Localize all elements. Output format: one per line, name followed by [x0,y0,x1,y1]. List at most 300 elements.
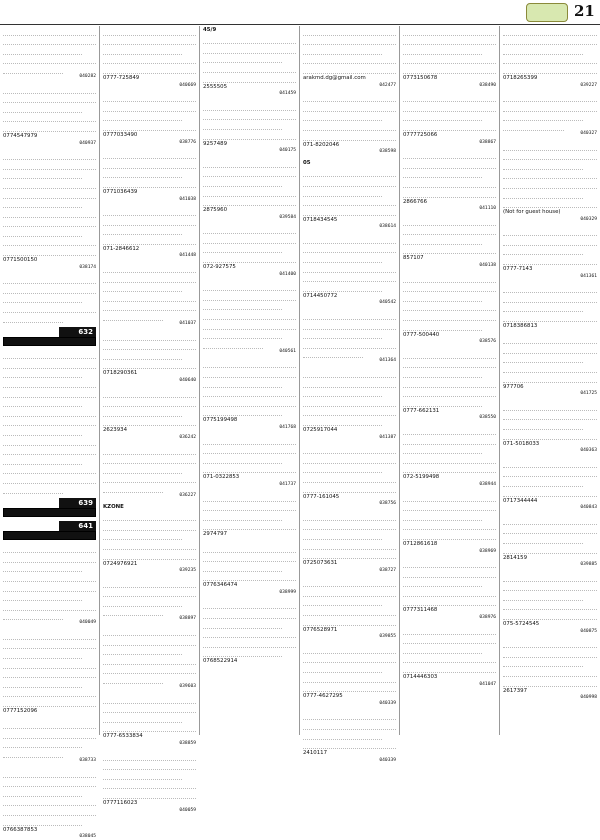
ad-reference-code: 041038 [179,196,196,202]
ad-text-line [503,93,597,103]
ad-text-line [403,368,482,378]
ad-text-line [103,665,196,675]
ad-contact: 0775199498 [203,417,238,424]
ad-text-line [403,188,496,198]
ad-text-line [503,420,583,430]
ad-reference-code: 039227 [580,82,597,88]
ad-reference-code: 040542 [379,300,396,306]
ad-text-line [403,292,482,302]
ad-text-line [403,45,482,55]
ad-text-line [3,455,82,465]
ad-text-line [503,468,597,478]
ad-text-line [403,150,496,160]
ad-lead-text: 45/9 [203,27,217,33]
ad-text-line [403,502,496,512]
classified-ad [103,503,196,574]
classified-ad [303,578,396,641]
ad-text-line [103,417,196,427]
ad-text-line [3,26,96,36]
classified-ad [303,93,396,156]
ad-text-line [203,187,296,197]
ad-text-line [303,55,396,65]
ad-column-4 [300,26,400,763]
ad-reference-code: 040998 [580,695,597,701]
ad-contact: 0777-500440 [403,331,440,338]
ad-text-line [103,207,196,217]
ad-text-line [303,121,396,131]
ad-text-line [203,648,282,658]
ad-text-line [203,111,296,121]
ad-reference-code: 041364 [379,358,396,364]
ad-reference-code: 039603 [179,684,196,690]
classified-ad [3,275,96,323]
ad-text-line [503,648,597,658]
ad-text-line [303,273,396,283]
ad-text-line [203,511,282,521]
ad-text-line [503,303,583,313]
ad-text-line [303,616,396,626]
ad-column-2 [100,26,200,813]
classified-ad [203,282,296,355]
ad-text-line [403,169,482,179]
ad-contact: 0771036439 [103,188,138,195]
ad-text-line [403,521,496,531]
ad-text-line [303,253,382,263]
ad-text-line [303,168,396,178]
ad-text-line [403,492,496,502]
ad-text-line [303,540,396,550]
category-number: 639 [59,498,96,508]
ad-text-line [3,359,96,369]
ad-text-line [103,674,163,684]
ad-text-line [503,112,583,122]
ad-contact: 0777152096 [3,708,38,715]
ad-text-line [3,179,96,189]
ad-text-line [203,54,282,64]
ad-text-line [503,610,597,620]
ad-text-line [403,226,496,236]
ad-text-line [3,170,82,180]
ad-reference-code: 040937 [79,140,96,146]
ad-text-line [203,120,282,130]
ad-text-line [103,283,182,293]
ad-contact: 0725917044 [303,426,338,433]
ad-text-line [203,572,296,582]
ad-text-line [303,187,382,197]
classified-ad [503,26,597,89]
ad-reference-code: 042477 [379,82,396,88]
ad-text-line [503,335,597,345]
ad-reference-code: 040363 [580,448,597,454]
ad-text-line [303,644,396,654]
classified-ad [3,151,96,271]
classified-ad [103,331,196,384]
ad-contact: 0766387853 [3,826,38,833]
newspaper-logo [526,3,568,22]
ad-text-line [203,253,296,263]
ad-text-line [3,398,82,408]
classified-ad [503,515,597,568]
ad-text-line [103,607,163,617]
ad-text-line [403,454,496,464]
classified-ad [303,445,396,508]
ad-text-line [403,635,496,645]
ad-contact: 0777-6533834 [103,733,143,740]
ad-text-line [103,150,196,160]
classified-ad [203,26,296,97]
ad-text-line [203,454,282,464]
ad-text-line [203,378,282,388]
ad-text-line [403,273,496,283]
classified-ad [303,234,396,306]
ad-reference-code: 040138 [479,263,496,269]
ad-text-line [203,638,296,648]
ad-reference-code: 040327 [580,130,597,136]
ad-text-line [3,208,96,218]
classified-ad [203,359,296,431]
ad-contact: 0773150678 [403,74,438,81]
ad-contact: 2623934 [103,427,128,434]
ad-text-line [303,45,382,55]
ad-text-line [3,659,96,669]
ad-text-line [503,344,597,354]
ad-reference-code: 040843 [580,505,597,511]
ad-contact: (Not for guest house) [503,209,561,216]
classified-ad [403,273,496,345]
ad-text-line [403,388,496,398]
ad-text-line [303,320,396,330]
ad-reference-code: 036242 [179,434,196,440]
ad-contact: 071-5018033 [503,440,540,447]
ad-text-line [3,189,96,199]
ad-text-line [303,36,396,46]
ad-text-line [403,359,496,369]
ad-contact: 0777-662131 [403,407,440,414]
ad-contact: 075-5724545 [503,621,540,628]
ad-text-line [303,606,396,616]
ad-text-line [3,630,96,640]
classified-ad [103,263,196,327]
ad-text-line [503,45,583,55]
ad-reference-code: 040175 [279,148,296,154]
ad-text-line [203,310,296,320]
ad-text-line [303,330,382,340]
classified-ad [3,26,96,80]
ad-reference-code: 038897 [179,616,196,622]
ad-text-line [3,36,96,46]
ad-text-line [403,26,496,36]
ad-contact: 0768522914 [203,658,238,665]
ad-text-line [3,797,96,807]
ad-text-line [503,487,597,497]
ad-text-line [503,312,597,322]
ad-text-line [303,102,396,112]
ad-contact: 0717344444 [503,497,538,504]
ad-reference-code: 040282 [79,73,96,79]
ad-text-line [103,159,196,169]
ad-text-line [303,339,396,349]
ad-text-line [3,446,96,456]
classified-ad [303,511,396,574]
classified-ad [503,401,597,454]
ad-contact: 072-927575 [203,264,236,271]
ad-text-line [3,227,82,237]
ad-reference-code: 038045 [79,834,96,840]
category-banner [3,327,96,346]
ad-lead-text: 05 [303,160,311,167]
ad-contact: 0777116023 [103,799,138,806]
ad-text-line [403,397,482,407]
ad-text-line [103,331,196,341]
ad-text-line [3,407,96,417]
ad-text-line [403,445,482,455]
classified-ad [403,349,496,421]
ad-text-line [103,512,196,522]
ad-text-line [203,492,296,502]
ad-text-line [203,397,296,407]
ad-text-line [103,789,196,799]
ad-reference-code: 040329 [580,216,597,222]
ad-text-line [303,740,396,750]
category-title-box [3,337,96,346]
ad-reference-code: 038598 [379,149,396,155]
ad-reference-code: 040339 [379,700,396,706]
ad-text-line [103,464,182,474]
ad-lead-text: KZONE [103,503,124,510]
ad-text-line [3,465,96,475]
ad-text-line [103,655,196,665]
ad-text-line [503,293,597,303]
ad-text-line [3,294,82,304]
ad-text-line [103,102,196,112]
ad-text-line [303,416,382,426]
ad-contact: 0718290361 [103,370,138,377]
ad-text-line [103,350,182,360]
ad-reference-code: 038490 [479,82,496,88]
ad-text-line [503,102,597,112]
ad-contact: 0725073631 [303,560,338,567]
ad-text-line [303,683,396,693]
ad-reference-code: 038999 [279,589,296,595]
classified-ad [3,84,96,147]
ad-text-line [103,588,196,598]
ad-text-line [103,646,182,656]
ad-text-line [103,531,182,541]
ad-text-line [503,658,583,668]
ad-text-line [103,704,196,714]
ad-text-line [303,349,363,359]
ad-text-line [3,94,96,104]
ad-text-line [3,720,96,730]
ad-text-line [103,341,196,351]
ad-text-line [403,55,496,65]
classified-ad [503,335,597,398]
classified-ad [503,639,597,702]
classified-ad [303,368,396,440]
ad-text-line [303,310,396,320]
ad-text-line [103,169,182,179]
classified-ad [503,458,597,511]
ad-reference-code: 038727 [379,567,396,573]
classified-ad [203,158,296,221]
ad-text-line [303,483,396,493]
ad-text-line [503,401,597,411]
ad-text-line [203,543,296,553]
ad-text-line [3,113,96,123]
ad-text-line [403,587,496,597]
ad-text-line [3,768,96,778]
ad-text-line [3,553,96,563]
ad-reference-code: 041037 [179,321,196,327]
ad-contact: arakmd.dg@gmail.com [303,74,366,81]
ad-text-line [503,515,597,525]
classified-ad [103,445,196,499]
ad-reference-code: 039855 [379,634,396,640]
ad-text-line [503,677,597,687]
ad-text-line [203,73,296,83]
ad-text-line [403,159,496,169]
ad-text-line [403,321,482,331]
ad-text-line [203,225,296,235]
ad-reference-code: 040875 [580,628,597,634]
classified-ad [203,225,296,278]
ad-text-line [203,600,296,610]
ad-text-line [203,130,296,140]
ad-reference-code: 038174 [79,264,96,270]
ad-text-line [503,525,597,535]
ad-text-line [3,787,82,797]
ad-text-line [3,284,96,294]
ad-text-line [203,609,296,619]
ad-text-line [303,206,396,216]
ad-text-line [203,339,263,349]
ad-text-line [3,160,96,170]
ad-text-line [303,407,396,417]
ad-text-line [3,350,96,360]
classified-ad [503,227,597,280]
ad-text-line [203,63,296,73]
ad-reference-code: 041047 [479,681,496,687]
classified-ad [103,751,196,814]
classified-ad [303,159,396,230]
classified-ad [303,711,396,764]
ad-text-line [303,282,382,292]
ad-column-5 [400,26,500,735]
ad-text-line [203,368,296,378]
ad-text-line [103,407,182,417]
ad-text-line [103,121,196,131]
ad-reference-code: 040049 [79,620,96,626]
classified-ad [103,578,196,622]
classified-ad [203,543,296,596]
page-number: 21 [574,2,595,20]
ad-text-line [303,131,396,141]
ad-text-line [3,237,96,247]
ad-text-line [103,360,196,370]
ad-contact: 0777-7143 [503,266,533,273]
ad-text-line [503,26,597,36]
ad-text-line [103,723,196,733]
ad-text-line [403,245,496,255]
ad-text-line [503,430,597,440]
ad-text-line [503,477,583,487]
ad-contact: 0712861618 [403,540,438,547]
ad-text-line [503,141,597,151]
ad-text-line [303,521,396,531]
ad-text-line [503,170,597,180]
ad-contact: 0774547979 [3,132,38,139]
classified-ad [103,694,196,747]
ad-text-line [303,244,396,254]
ad-text-line [103,770,182,780]
ad-text-line [103,540,196,550]
ad-text-line [503,179,597,189]
ad-text-line [103,751,196,761]
ad-contact: 2814159 [503,554,528,561]
ad-text-line [403,235,482,245]
ad-text-line [3,246,96,256]
ad-text-line [103,311,163,321]
classified-ad [103,207,196,260]
ad-text-line [103,26,196,36]
ad-contact: 072-5199498 [403,474,440,481]
ad-text-line [3,601,96,611]
ad-contact: 0777-161045 [303,493,340,500]
ad-text-line [3,313,63,323]
ad-text-line [203,244,282,254]
ad-text-line [403,378,496,388]
ad-reference-code: 039235 [179,568,196,574]
ad-text-line [203,435,296,445]
ad-column-6 [500,26,600,735]
ad-text-line [303,26,396,36]
ad-text-line [503,189,583,199]
ad-text-line [403,568,496,578]
ad-text-line [403,349,496,359]
ad-reference-code: 039885 [580,562,597,568]
ad-text-line [303,177,396,187]
ad-text-line [203,330,282,340]
ad-text-line [3,484,63,494]
ad-text-line [403,36,496,46]
ad-text-line [3,122,96,132]
ad-text-line [103,636,196,646]
classified-ad [203,600,296,666]
ad-reference-code: 040339 [379,757,396,763]
ad-reference-code: 040059 [179,807,196,813]
ad-text-line [203,35,296,45]
ad-text-line [503,36,597,46]
ad-text-line [103,474,196,484]
ad-contact: 0777033490 [103,131,138,138]
ad-text-line [203,177,282,187]
ad-text-line [3,199,82,209]
ad-text-line [103,235,196,245]
ad-text-line [403,663,496,673]
ad-text-line [3,103,82,113]
ad-reference-code: 041768 [279,424,296,430]
classified-ad [3,720,96,764]
ad-text-line [303,530,382,540]
ad-text-line [503,591,583,601]
ad-text-line [303,473,396,483]
classified-ad [3,630,96,715]
ad-text-line [503,284,597,294]
ad-reference-code: 038550 [479,415,496,421]
ad-text-line [403,597,496,607]
ad-text-line [203,388,296,398]
ad-text-line [3,697,96,707]
